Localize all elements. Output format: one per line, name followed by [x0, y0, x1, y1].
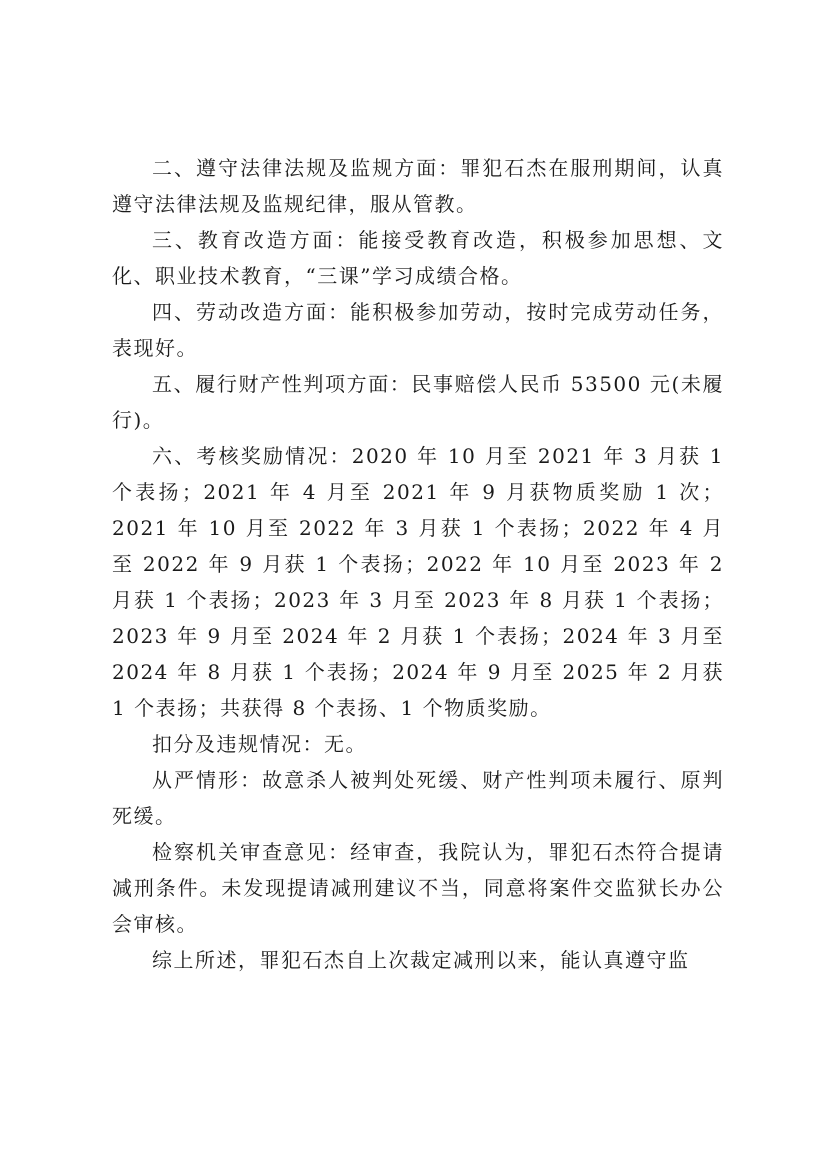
paragraph-law-compliance: 二、遵守法律法规及监规方面：罪犯石杰在服刑期间，认真遵守法律法规及监规纪律，服从管教。: [112, 156, 724, 216]
paragraph-summary: 综上所述，罪犯石杰自上次裁定减刑以来，能认真遵守监: [152, 948, 690, 972]
paragraph-rewards: 六、考核奖励情况：2020 年 10 月至 2021 年 3 月获 1 个表扬；2021 年 4 月至 2021 年 9 月获物质奖励 1 次；2021 年 10 月至 2022 年 3 月获 1 个表扬；2022 年 4 月至 2022 年 9 月获 1 个表扬；2022 年 10 月至 2023 年 2 月获 1 个表扬；2023 年 3 月至 2023 年 8 月获 1 个表扬；2023 年 9 月至 2024 年 2 月获 1 个表扬；2024 年 3 月至 2024 年 8 月获 1 个表扬；2024 年 9 月至 2025 年 2 月获 1 个表扬；共获得 8 个表扬、1 个物质奖励。: [112, 444, 724, 720]
paragraph-property-judgment: 五、履行财产性判项方面：民事赔偿人民币 53500 元(未履行)。: [112, 372, 724, 432]
paragraph-labor-reform: 四、劳动改造方面：能积极参加劳动，按时完成劳动任务，表现好。: [112, 300, 724, 360]
paragraph-violations: 扣分及违规情况：无。: [152, 732, 367, 756]
paragraph-education-reform: 三、教育改造方面：能接受教育改造，积极参加思想、文化、职业技术教育，“三课”学习成绩合格。: [112, 228, 724, 288]
document-body: [112, 150, 724, 978]
paragraph-procuratorate-opinion: 检察机关审查意见：经审查，我院认为，罪犯石杰符合提请减刑条件。未发现提请减刑建议不当，同意将案件交监狱长办公会审核。: [112, 840, 724, 936]
paragraph-strict-circumstances: 从严情形：故意杀人被判处死缓、财产性判项未履行、原判死缓。: [112, 768, 724, 828]
